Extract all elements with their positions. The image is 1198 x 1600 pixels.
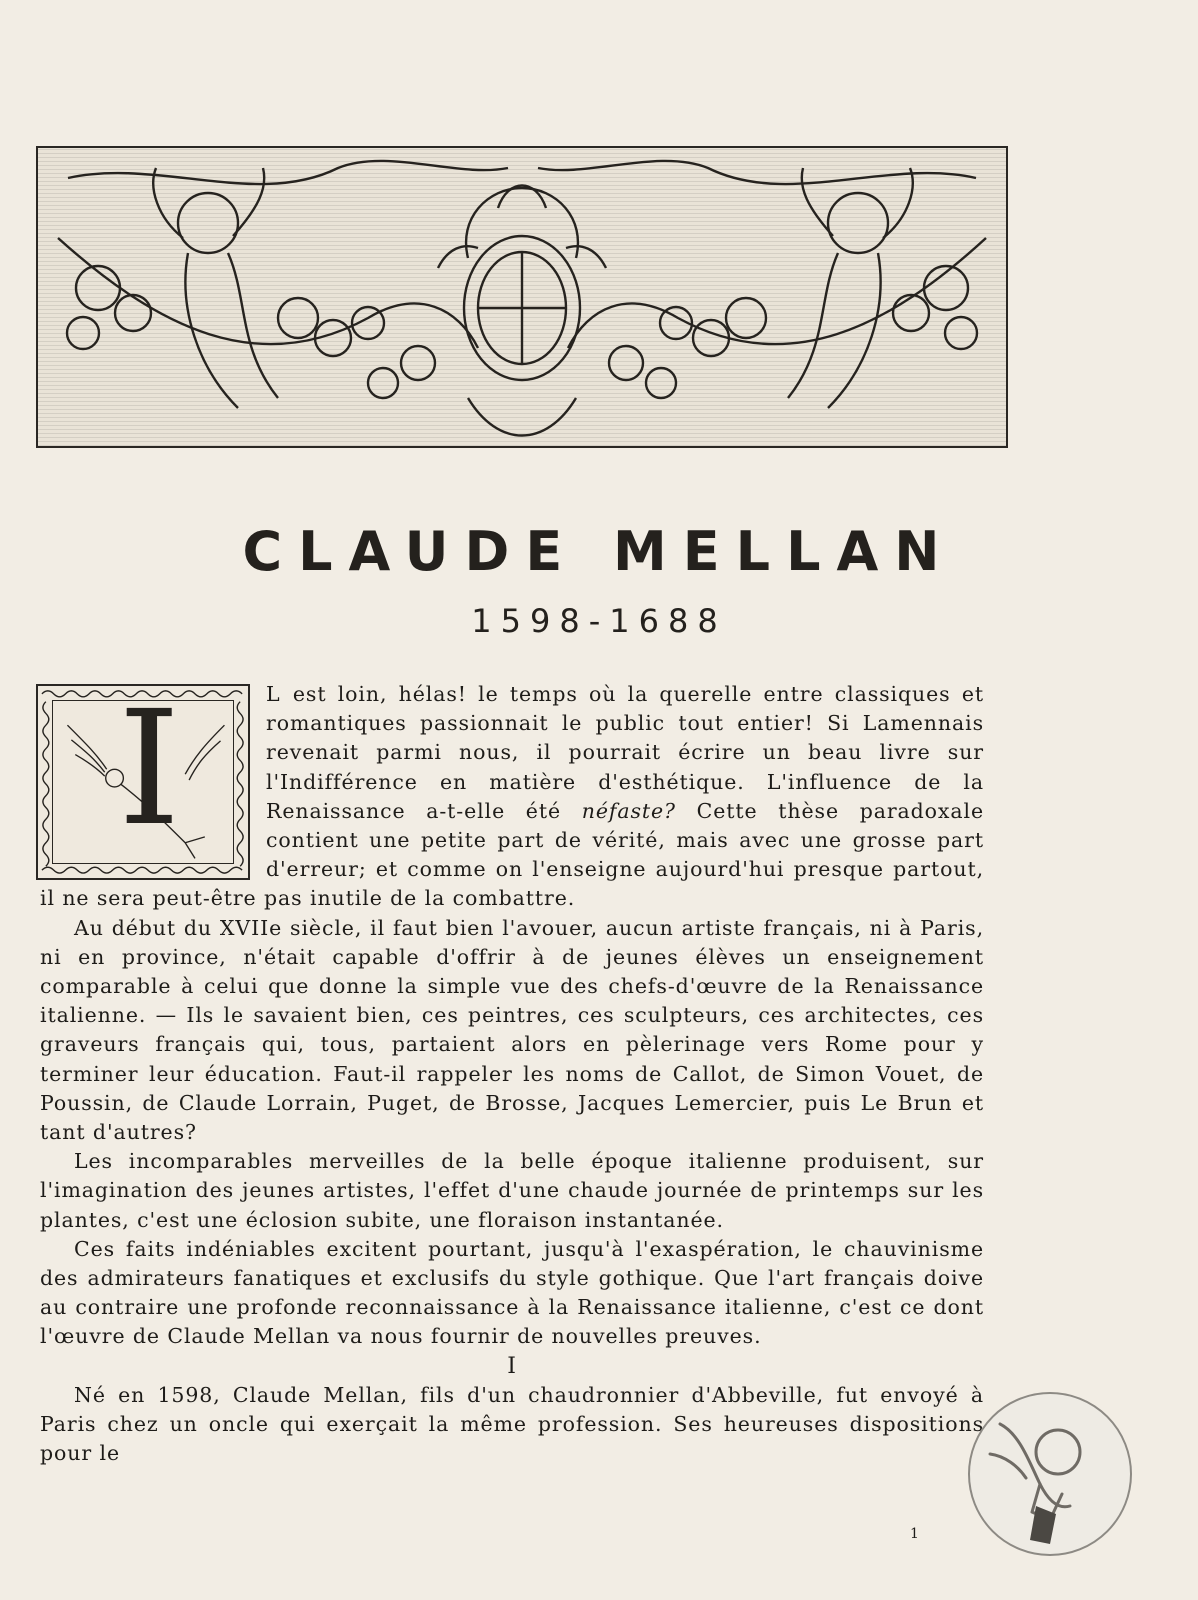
paragraph-text: est loin, hélas! le temps où la querelle entre classiques et romantiques passionnait le public tout entier! Si Lamennais revenait parmi nous, il pourrait écrire un beau livre sur l'Indifférence en matière d'esthétique. L'influence de la Renaissance a-t-elle été (266, 682, 984, 823)
life-dates: 1598-1688 (471, 602, 727, 640)
page-number: 1 (910, 1526, 919, 1542)
emphasized-word: néfaste? (581, 798, 676, 823)
paragraph: Au début du XVIIe siècle, il faut bien l'avouer, aucun artiste français, ni à Paris, ni en province, n'était capable d'offrir à de jeunes élèves un enseignement comparable à celui que donne la simple vue des chefs-d'œuvre de la Renaissance italienne. — Ils le savaient bien, ces peintres, ces sculpteurs, ces architectes, ces graveurs français qui, tous, partaient alors en pèlerinage vers Rome pour y terminer leur éducation. Faut-il rappeler les noms de Callot, de Simon Vouet, de Poussin, de Claude Lorrain, Puget, de Brosse, Jacques Lemercier, puis Le Brun et tant d'autres? (40, 915, 984, 1145)
dropcap-spacer (40, 677, 262, 884)
article-body (40, 677, 984, 1468)
ornamental-headpiece (36, 146, 1008, 448)
paragraph: Les incomparables merveilles de la belle époque italienne produisent, sur l'imagination des jeunes artistes, l'effet d'une chaude journée de printemps sur les plantes, c'est une éclosion subite, une floraison instantanée. (40, 1149, 984, 1232)
initial-letter: I (118, 677, 181, 861)
magnifier-hand-icon[interactable] (968, 1392, 1132, 1556)
paragraph-text: Cette thèse paradoxale contient une petite part de vérité, mais avec une grosse part d'erreur; et comme on l'enseigne aujourd'hui presque partout, il ne sera peut-être pas inutile de la combattre. (40, 798, 984, 911)
section-number: I (507, 1353, 517, 1379)
paragraph: Né en 1598, Claude Mellan, fils d'un chaudronnier d'Abbeville, fut envoyé à Paris chez un oncle qui exerçait la même profession. Ses heureuses dispositions pour le (40, 1382, 984, 1466)
chapter-title: CLAUDE MELLAN (242, 520, 956, 583)
paragraph: Ces faits indéniables excitent pourtant, jusqu'à l'exaspération, le chauvinisme des admirateurs fanatiques et exclusifs du style gothique. Que l'art français doive au contraire une profonde reconnaissance à la Renaissance italienne, c'est ce dont l'œuvre de Claude Mellan va nous fournir de nouvelles preuves. (40, 1236, 984, 1349)
first-word-cap: L (266, 682, 282, 706)
paragraph (40, 677, 984, 914)
